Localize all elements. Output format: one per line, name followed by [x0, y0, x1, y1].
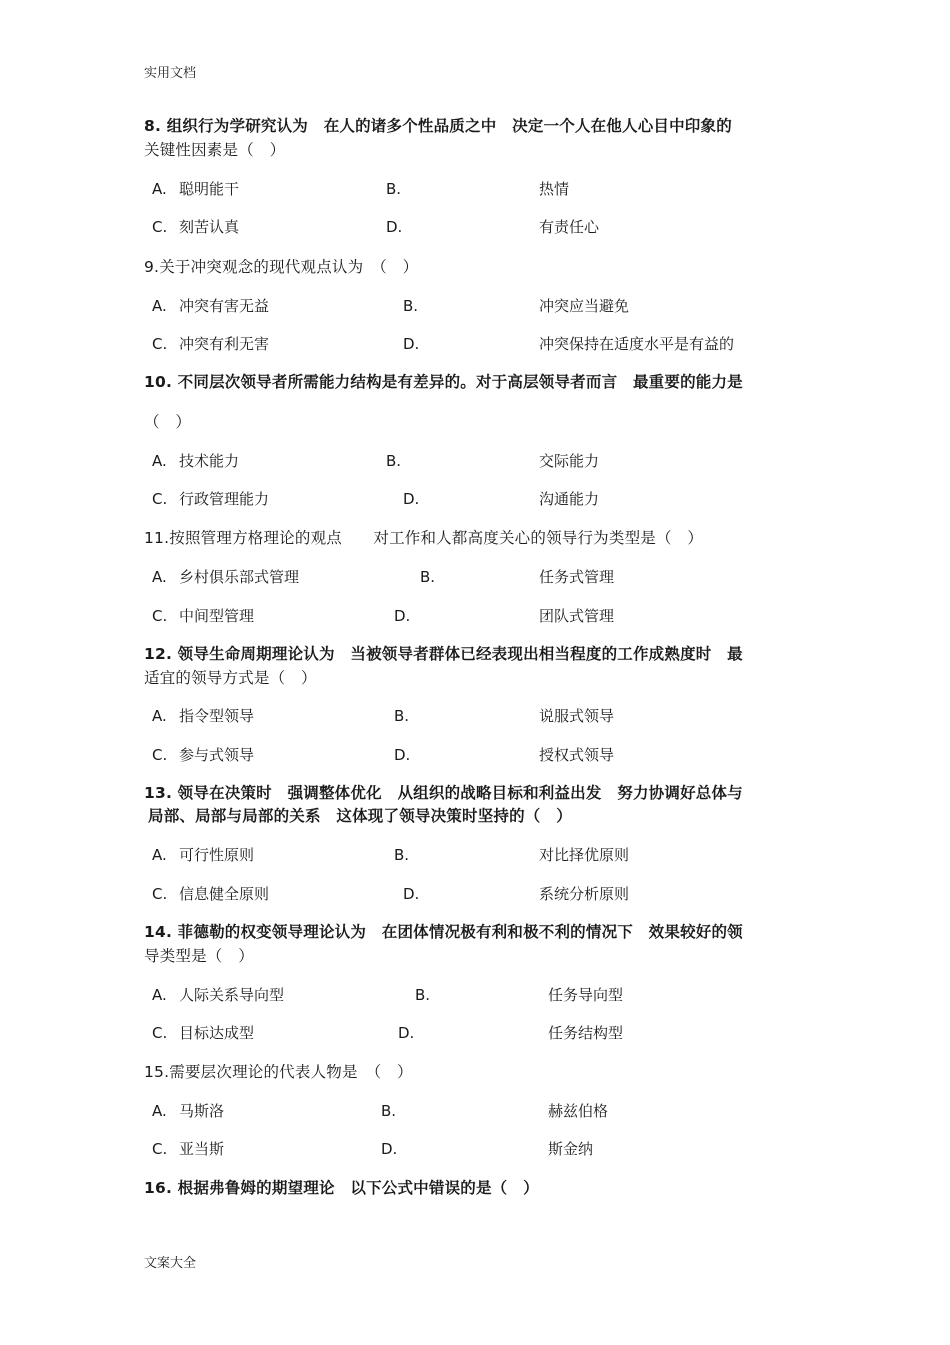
question-15-option-b-text: 赫兹伯格: [548, 1102, 609, 1120]
question-15-text: 15.需要层次理论的代表人物是 （ ）: [144, 1063, 413, 1081]
question-10-text-line-2: （ ）: [144, 413, 192, 431]
question-15-option-d-text: 斯金纳: [548, 1140, 594, 1158]
question-11-option-d-label[interactable]: D.: [394, 607, 411, 625]
question-15-option-a-text: 马斯洛: [179, 1102, 225, 1120]
question-8-option-c-text: 刻苦认真: [179, 218, 240, 236]
question-8-option-b-label[interactable]: B.: [386, 180, 402, 198]
question-10-option-a-text: 技术能力: [179, 452, 240, 470]
question-14-option-d-label[interactable]: D.: [398, 1024, 415, 1042]
question-11-text: 11.按照管理方格理论的观点 对工作和人都高度关心的领导行为类型是（ ）: [144, 529, 704, 547]
question-11-option-d-text: 团队式管理: [539, 607, 615, 625]
question-11-option-b-label[interactable]: B.: [420, 568, 436, 586]
question-13-option-d-text: 系统分析原则: [539, 885, 630, 903]
question-9-option-a-text: 冲突有害无益: [179, 297, 270, 315]
question-12-option-a-text: 指令型领导: [179, 707, 255, 725]
question-11-number: 11.: [144, 529, 170, 547]
question-16-text: 16. 根据弗鲁姆的期望理论 以下公式中错误的是（ ）: [144, 1179, 539, 1197]
question-15-option-c-text: 亚当斯: [179, 1140, 225, 1158]
question-14-text-line-1: 14. 菲德勒的权变领导理论认为 在团体情况极有利和极不利的情况下 效果较好的领: [144, 923, 743, 941]
question-12-option-b-text: 说服式领导: [539, 707, 615, 725]
question-8-option-d-text: 有责任心: [539, 218, 600, 236]
question-12-option-c-label[interactable]: C.: [152, 746, 168, 764]
question-15-option-b-label[interactable]: B.: [381, 1102, 397, 1120]
question-13-option-c-text: 信息健全原则: [179, 885, 270, 903]
question-10-text-line-1: 10. 不同层次领导者所需能力结构是有差异的。对于高层领导者而言 最重要的能力是: [144, 373, 743, 391]
question-8-option-a-label[interactable]: A.: [152, 180, 167, 198]
question-13-text-line-2: 局部、局部与局部的关系 这体现了领导决策时坚持的（ ）: [148, 807, 572, 825]
question-13-option-a-text: 可行性原则: [179, 846, 255, 864]
question-9-option-d-label[interactable]: D.: [403, 335, 420, 353]
question-14-text-line-2: 导类型是（ ）: [144, 947, 254, 965]
question-9-option-c-label[interactable]: C.: [152, 335, 168, 353]
question-8-text-line-1: 8. 组织行为学研究认为 在人的诸多个性品质之中 决定一个人在他人心目中印象的: [144, 117, 732, 135]
question-14-option-c-label[interactable]: C.: [152, 1024, 168, 1042]
question-15-option-d-label[interactable]: D.: [381, 1140, 398, 1158]
question-8-option-d-label[interactable]: D.: [386, 218, 403, 236]
question-10-option-b-text: 交际能力: [539, 452, 600, 470]
question-13-option-b-label[interactable]: B.: [394, 846, 410, 864]
question-14-option-a-label[interactable]: A.: [152, 986, 167, 1004]
question-9-option-c-text: 冲突有利无害: [179, 335, 270, 353]
question-8-option-b-text: 热情: [539, 180, 570, 198]
question-15-option-a-label[interactable]: A.: [152, 1102, 167, 1120]
question-11-option-c-text: 中间型管理: [179, 607, 255, 625]
question-11-option-c-label[interactable]: C.: [152, 607, 168, 625]
question-9-option-b-label[interactable]: B.: [403, 297, 419, 315]
question-9-option-d-text: 冲突保持在适度水平是有益的: [539, 335, 735, 353]
question-10-option-c-text: 行政管理能力: [179, 490, 270, 508]
question-11-option-a-label[interactable]: A.: [152, 568, 167, 586]
page-footer: 文案大全: [144, 1256, 197, 1271]
question-8-text-line-2: 关键性因素是（ ）: [144, 141, 286, 159]
question-12-option-a-label[interactable]: A.: [152, 707, 167, 725]
question-14-option-b-text: 任务导向型: [548, 986, 624, 1004]
question-14-number: 14.: [144, 923, 173, 941]
question-14-option-c-text: 目标达成型: [179, 1024, 255, 1042]
question-13-option-c-label[interactable]: C.: [152, 885, 168, 903]
question-10-option-a-label[interactable]: A.: [152, 452, 167, 470]
question-9-text: 9.关于冲突观念的现代观点认为 （ ）: [144, 258, 419, 276]
question-10-option-d-text: 沟通能力: [539, 490, 600, 508]
question-12-number: 12.: [144, 645, 173, 663]
question-10-option-d-label[interactable]: D.: [403, 490, 420, 508]
question-12-text-line-1: 12. 领导生命周期理论认为 当被领导者群体已经表现出相当程度的工作成熟度时 最: [144, 645, 743, 663]
question-11-option-a-text: 乡村俱乐部式管理: [179, 568, 300, 586]
question-13-text-line-1: 13. 领导在决策时 强调整体优化 从组织的战略目标和利益出发 努力协调好总体与: [144, 784, 743, 802]
question-9-option-a-label[interactable]: A.: [152, 297, 167, 315]
page-header: 实用文档: [144, 66, 197, 81]
question-14-option-d-text: 任务结构型: [548, 1024, 624, 1042]
question-12-option-c-text: 参与式领导: [179, 746, 255, 764]
question-13-option-b-text: 对比择优原则: [539, 846, 630, 864]
question-14-option-b-label[interactable]: B.: [415, 986, 431, 1004]
question-10-option-b-label[interactable]: B.: [386, 452, 402, 470]
question-10-number: 10.: [144, 373, 173, 391]
question-9-option-b-text: 冲突应当避免: [539, 297, 630, 315]
question-8-number: 8.: [144, 117, 162, 135]
question-13-option-a-label[interactable]: A.: [152, 846, 167, 864]
question-13-number: 13.: [144, 784, 173, 802]
question-14-option-a-text: 人际关系导向型: [179, 986, 285, 1004]
question-15-number: 15.: [144, 1063, 170, 1081]
question-16-number: 16.: [144, 1179, 173, 1197]
question-12-option-d-text: 授权式领导: [539, 746, 615, 764]
question-8-option-c-label[interactable]: C.: [152, 218, 168, 236]
question-12-text-line-2: 适宜的领导方式是（ ）: [144, 669, 317, 687]
question-12-option-b-label[interactable]: B.: [394, 707, 410, 725]
question-10-option-c-label[interactable]: C.: [152, 490, 168, 508]
question-12-option-d-label[interactable]: D.: [394, 746, 411, 764]
question-9-number: 9.: [144, 258, 160, 276]
question-8-option-a-text: 聪明能干: [179, 180, 240, 198]
question-15-option-c-label[interactable]: C.: [152, 1140, 168, 1158]
question-13-option-d-label[interactable]: D.: [403, 885, 420, 903]
question-11-option-b-text: 任务式管理: [539, 568, 615, 586]
